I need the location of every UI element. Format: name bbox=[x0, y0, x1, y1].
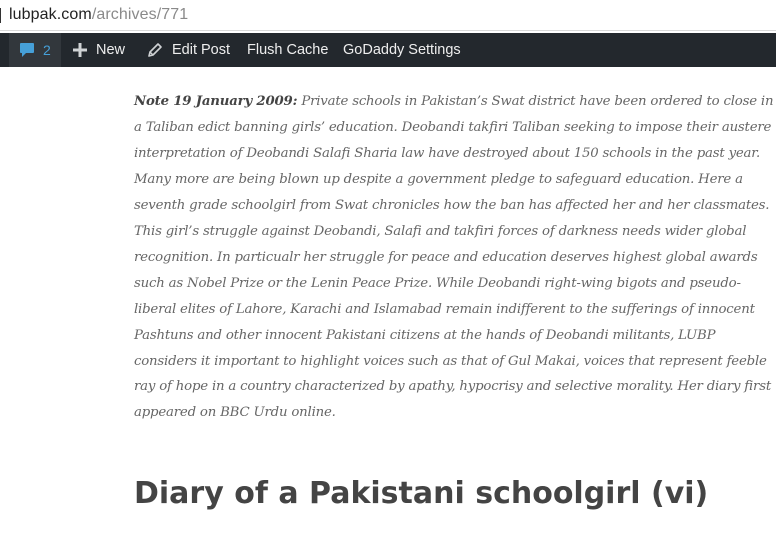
comments-count: 2 bbox=[43, 42, 51, 58]
godaddy-settings-label: GoDaddy Settings bbox=[343, 42, 461, 58]
flush-cache-button[interactable] bbox=[247, 33, 328, 67]
note-lead: Note 19 January 2009: bbox=[134, 94, 298, 109]
article-content bbox=[134, 89, 774, 426]
url-text[interactable] bbox=[9, 6, 188, 24]
url-path: /archives/771 bbox=[91, 6, 189, 23]
new-content-button[interactable] bbox=[73, 33, 125, 67]
comments-button[interactable] bbox=[9, 33, 61, 67]
flush-cache-label: Flush Cache bbox=[247, 42, 329, 58]
address-bar[interactable] bbox=[0, 0, 776, 31]
editor-note bbox=[134, 89, 774, 426]
godaddy-settings-button[interactable] bbox=[343, 33, 461, 67]
note-body: Private schools in Pakistan’s Swat district have been ordered to close in a Taliban edict banning girls’ education. Deobandi takfiri Taliban seeking to impose their austere interpretation of Deobandi Salafi Sharia law have destroyed about 150 schools in the past year. Many more are being blown up despite a government pledge to safeguard education. Here a seventh grade schoolgirl from Swat chronicles how the ban has affected her and her classmates. This girl’s struggle against Deobandi, Salafi and takfiri forces of darkness needs wider global recognition. In particualr her struggle for peace and education deserves highest global awards such as Nobel Prize or the Lenin Peace Prize. While Deobandi right-wing bigots and pseudo-liberal elites of Lahore, Karachi and Islamabad remain indifferent to the sufferings of innocent Pashtuns and other innocent Pakistani citizens at the hands of Deobandi militants, LUBP considers it important to highlight voices such as that of Gul Makai, voices that represent feeble ray of hope in a country characterized by apathy, hypocrisy and selective morality. Her diary first appeared on BBC Urdu online. bbox=[134, 94, 774, 421]
post-title: Diary of a Pakistani schoolgirl (vi) bbox=[134, 476, 709, 511]
text-cursor bbox=[0, 8, 1, 23]
edit-post-label: Edit Post bbox=[172, 42, 231, 58]
wp-admin-bar bbox=[0, 33, 776, 67]
pencil-icon bbox=[147, 42, 163, 58]
plus-icon bbox=[73, 43, 87, 57]
comment-bubble-icon bbox=[19, 42, 35, 58]
edit-post-button[interactable] bbox=[147, 33, 230, 67]
new-label: New bbox=[96, 42, 126, 58]
url-host: lubpak.com bbox=[9, 6, 92, 23]
